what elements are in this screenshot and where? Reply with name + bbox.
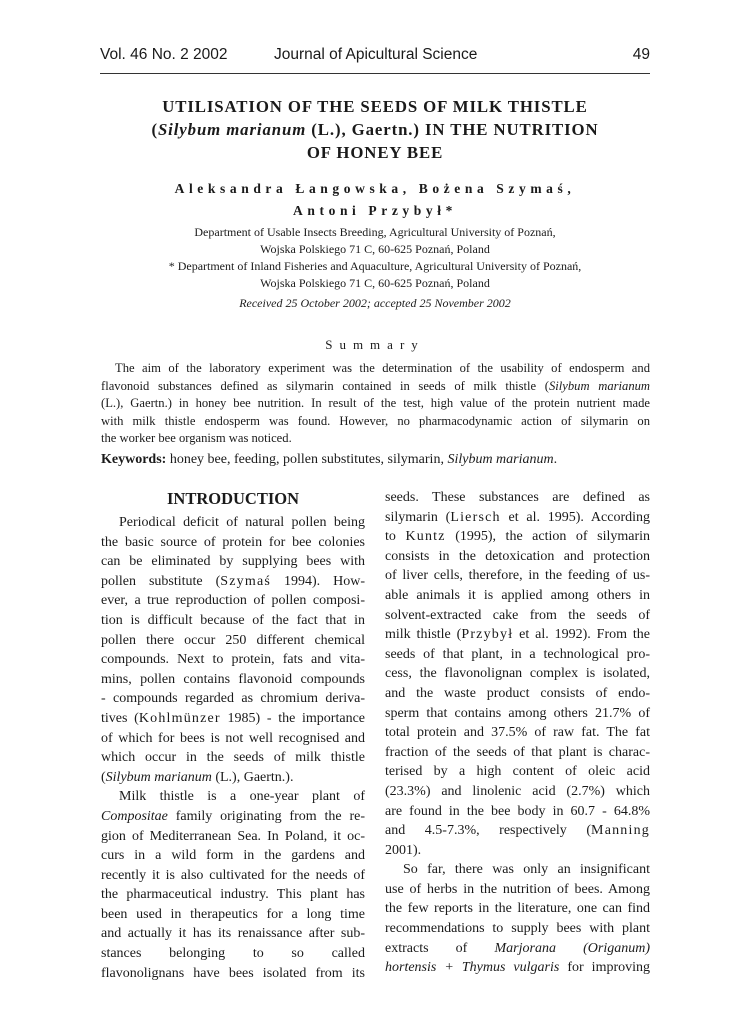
body-line: extracts of Marjorana (Origanum) — [385, 940, 650, 956]
affiliation-line: * Department of Inland Fisheries and Aquaculture, Agricultural University of Poznań, — [168, 259, 582, 273]
authors-line: Antoni Przybył* — [293, 203, 457, 218]
body-line: fraction of the seeds of that plant is charac- — [385, 744, 650, 760]
body-line: sperm that contains among others 21.7% of — [385, 705, 650, 721]
body-line: which occur in the seeds of milk thistle — [101, 750, 365, 766]
body-line: been used in therapeutics for a long time — [101, 906, 365, 922]
abstract-line: The aim of the laboratory experiment was the determination of the usability of endosperm and — [115, 361, 650, 375]
body-line: use of herbs in the nutrition of bees. Among — [385, 881, 650, 897]
affiliation-line: Department of Usable Insects Breeding, Agricultural University of Poznań, — [194, 225, 556, 239]
title-line: UTILISATION OF THE SEEDS OF MILK THISTLE — [162, 97, 588, 116]
body-line: milk thistle (Przybył et al. 1992). From the — [385, 627, 651, 643]
received-dates: Received 25 October 2002; accepted 25 November 2002 — [239, 296, 511, 310]
body-line: the few reports in the literature, one can find — [385, 901, 650, 917]
body-line: Milk thistle is a one-year plant of — [119, 789, 365, 805]
right-column — [385, 488, 650, 978]
introduction-heading: INTRODUCTION — [166, 489, 300, 508]
body-line: compounds. Next to protein, fats and vita- — [101, 652, 365, 668]
title-line: OF HONEY BEE — [306, 143, 444, 162]
body-line: gion of Mediterranean Sea. In Poland, it oc- — [101, 828, 365, 844]
body-line: pollen substitute (Szymaś 1994). How- — [101, 573, 366, 589]
body-line: (Silybum marianum (L.), Gaertn.). — [101, 769, 294, 785]
body-line: pollen there occur 250 different chemical — [101, 632, 365, 648]
left-column — [101, 488, 365, 983]
body-line: stances belonging to so called — [101, 946, 365, 962]
body-line: tion is difficult because of the fact that in — [101, 612, 365, 628]
body-line: terised by a high content of oleic acid — [385, 764, 650, 780]
body-line: recommendations to supply bees with plant — [385, 921, 650, 937]
title-species: Silybum marianum — [157, 120, 307, 139]
article-title — [100, 95, 650, 164]
abstract — [101, 360, 650, 448]
abstract-line: flavonoid substances defined as silymarin contained in seeds of milk thistle (Silybum marianum — [101, 378, 651, 393]
body-line: solvent-extracted cake from the seeds of — [385, 607, 650, 623]
body-line: curs in a wild form in the gardens and — [101, 848, 365, 864]
keywords-label: Keywords: — [101, 452, 167, 467]
abstract-line: (L.), Gaertn.) in honey bee nutrition. In result of the test, high value of the protein nutrient made — [101, 396, 650, 411]
body-line: (23.3%) and linolenic acid (2.7%) which — [385, 783, 650, 799]
body-line: consists in the detoxication and protection — [385, 548, 650, 564]
body-line: of which for bees is not well recognised and — [101, 730, 365, 746]
body-line: can be eliminated by supplying bees with — [101, 554, 365, 570]
body-line: and the waste product consists of endo- — [385, 685, 650, 701]
body-line: and 4.5-7.3%, respectively (Manning — [385, 823, 650, 839]
body-line: silymarin (Liersch et al. 1995). According — [385, 509, 651, 525]
page-number: 49 — [632, 46, 650, 63]
body-line: the pharmaceutical industry. This plant has — [101, 887, 365, 903]
body-line: ever, a true reproduction of pollen composi- — [101, 593, 365, 609]
body-line: are found in the bee body in 60.7 - 64.8% — [385, 803, 650, 819]
body-line: seeds. These substances are defined as — [385, 490, 650, 505]
volume-info: Vol. 46 No. 2 2002 — [100, 46, 228, 63]
abstract-line: the worker bee organism was noticed. — [101, 431, 292, 446]
affiliation-line: Wojska Polskiego 71 C, 60-625 Poznań, Poland — [260, 276, 490, 290]
affiliation-line: Wojska Polskiego 71 C, 60-625 Poznań, Poland — [260, 242, 490, 256]
body-line: - compounds regarded as chromium deriva- — [101, 691, 365, 707]
body-line: Compositae family originating from the re- — [101, 808, 365, 824]
body-line: of liver cells, therefore, in the feeding of us- — [385, 568, 650, 584]
body-line: recently it is also cultivated for the needs of — [101, 867, 365, 883]
abstract-line: with milk thistle endosperm was found. However, no pharmacodynamic action of silymarin on — [101, 413, 650, 428]
body-line: cess, the flavonolignan complex is isolated, — [385, 666, 650, 682]
body-line: tives (Kohlmünzer 1985) - the importance — [101, 710, 365, 726]
body-line: mins, pollen contains flavonoid compounds — [101, 671, 365, 687]
title-line: (Silybum marianum (L.), Gaertn.) IN THE NUTRITION — [151, 120, 599, 139]
body-line: Periodical deficit of natural pollen being — [119, 515, 365, 530]
author-list — [100, 178, 650, 222]
journal-name: Journal of Apicultural Science — [274, 46, 478, 63]
affiliations — [100, 224, 650, 292]
running-header — [100, 44, 650, 68]
body-line: and actually it has its renaissance after sub- — [101, 926, 365, 942]
body-line: 2001). — [385, 842, 422, 858]
body-line: able animals it is applied among others in — [385, 587, 650, 603]
authors-line: Aleksandra Łangowska, Bożena Szymaś, — [174, 181, 576, 196]
body-line: flavonolignans have bees isolated from its — [101, 965, 365, 981]
body-line: the basic source of protein for bee colonies — [101, 534, 365, 550]
body-line: to Kuntz (1995), the action of silymarin — [385, 529, 651, 545]
body-line: hortensis + Thymus vulgaris for improving — [385, 960, 651, 976]
body-line: So far, there was only an insignificant — [403, 862, 650, 878]
body-line: total protein and 37.5% of raw fat. The fat — [385, 725, 650, 741]
body-line: seeds of that plant, in a technological pro- — [385, 646, 650, 662]
keywords: Keywords: honey bee, feeding, pollen substitutes, silymarin, Silybum marianum. — [101, 452, 558, 467]
summary-heading: Summary — [325, 337, 425, 352]
header-rule — [100, 73, 650, 74]
